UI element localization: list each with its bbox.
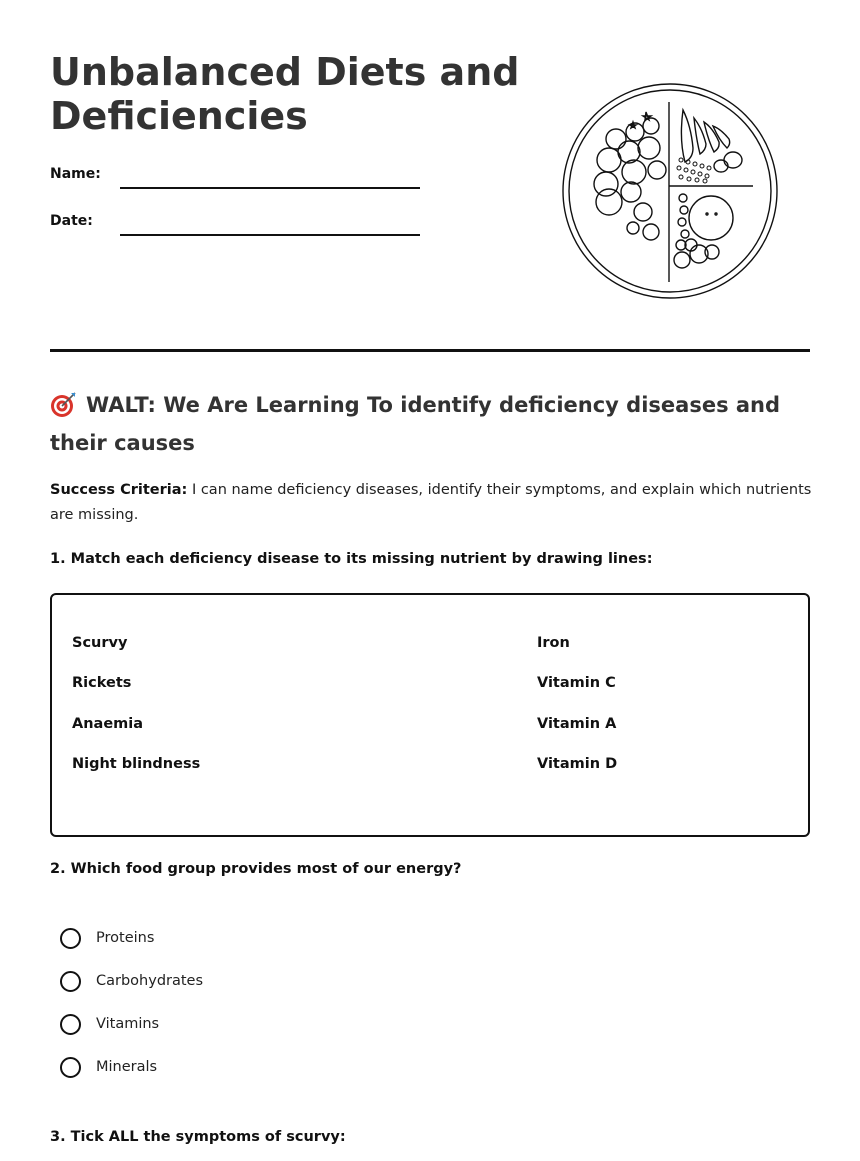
disease-item[interactable]: Anaemia: [72, 716, 144, 732]
question-1-prompt: 1. Match each deficiency disease to its missing nutrient by drawing lines:: [50, 551, 653, 567]
success-criteria-text: I can name deficiency diseases, identify their symptoms, and explain which nutrients are missing.: [50, 482, 812, 523]
radio-button[interactable]: [60, 928, 81, 949]
radio-button[interactable]: [60, 1057, 81, 1078]
name-label: Name:: [50, 166, 101, 182]
target-dart-icon: [50, 390, 78, 418]
option-vitamins[interactable]: [60, 1011, 159, 1037]
radio-button[interactable]: [60, 971, 81, 992]
walt-text: WALT: We Are Learning To identify deficiency diseases and their causes: [50, 393, 781, 455]
option-label: Carbohydrates: [96, 973, 204, 989]
success-criteria-label: Success Criteria:: [50, 482, 188, 498]
option-label: Minerals: [96, 1059, 158, 1075]
option-carbohydrates[interactable]: [60, 968, 203, 994]
page-title: Unbalanced Diets and Deficiencies: [50, 50, 520, 138]
option-label: Proteins: [96, 930, 155, 946]
matching-box: [50, 593, 810, 837]
radio-button[interactable]: [60, 1014, 81, 1035]
walt-heading: [50, 386, 820, 462]
question-3-prompt: 3. Tick ALL the symptoms of scurvy:: [50, 1129, 346, 1145]
nutrient-item[interactable]: Iron: [537, 635, 570, 651]
food-plate-illustration: [561, 82, 779, 300]
nutrient-item[interactable]: Vitamin C: [537, 675, 616, 691]
option-label: Vitamins: [96, 1016, 160, 1032]
section-divider: [50, 349, 810, 352]
question-2-prompt: 2. Which food group provides most of our energy?: [50, 861, 462, 877]
name-field-line[interactable]: [120, 187, 420, 189]
date-label: Date:: [50, 213, 93, 229]
success-criteria: [50, 478, 820, 528]
disease-item[interactable]: Night blindness: [72, 756, 201, 772]
option-proteins[interactable]: [60, 925, 154, 951]
disease-item[interactable]: Scurvy: [72, 635, 128, 651]
nutrient-item[interactable]: Vitamin D: [537, 756, 618, 772]
date-field-line[interactable]: [120, 234, 420, 236]
option-minerals[interactable]: [60, 1054, 157, 1080]
nutrient-item[interactable]: Vitamin A: [537, 716, 617, 732]
disease-item[interactable]: Rickets: [72, 675, 132, 691]
